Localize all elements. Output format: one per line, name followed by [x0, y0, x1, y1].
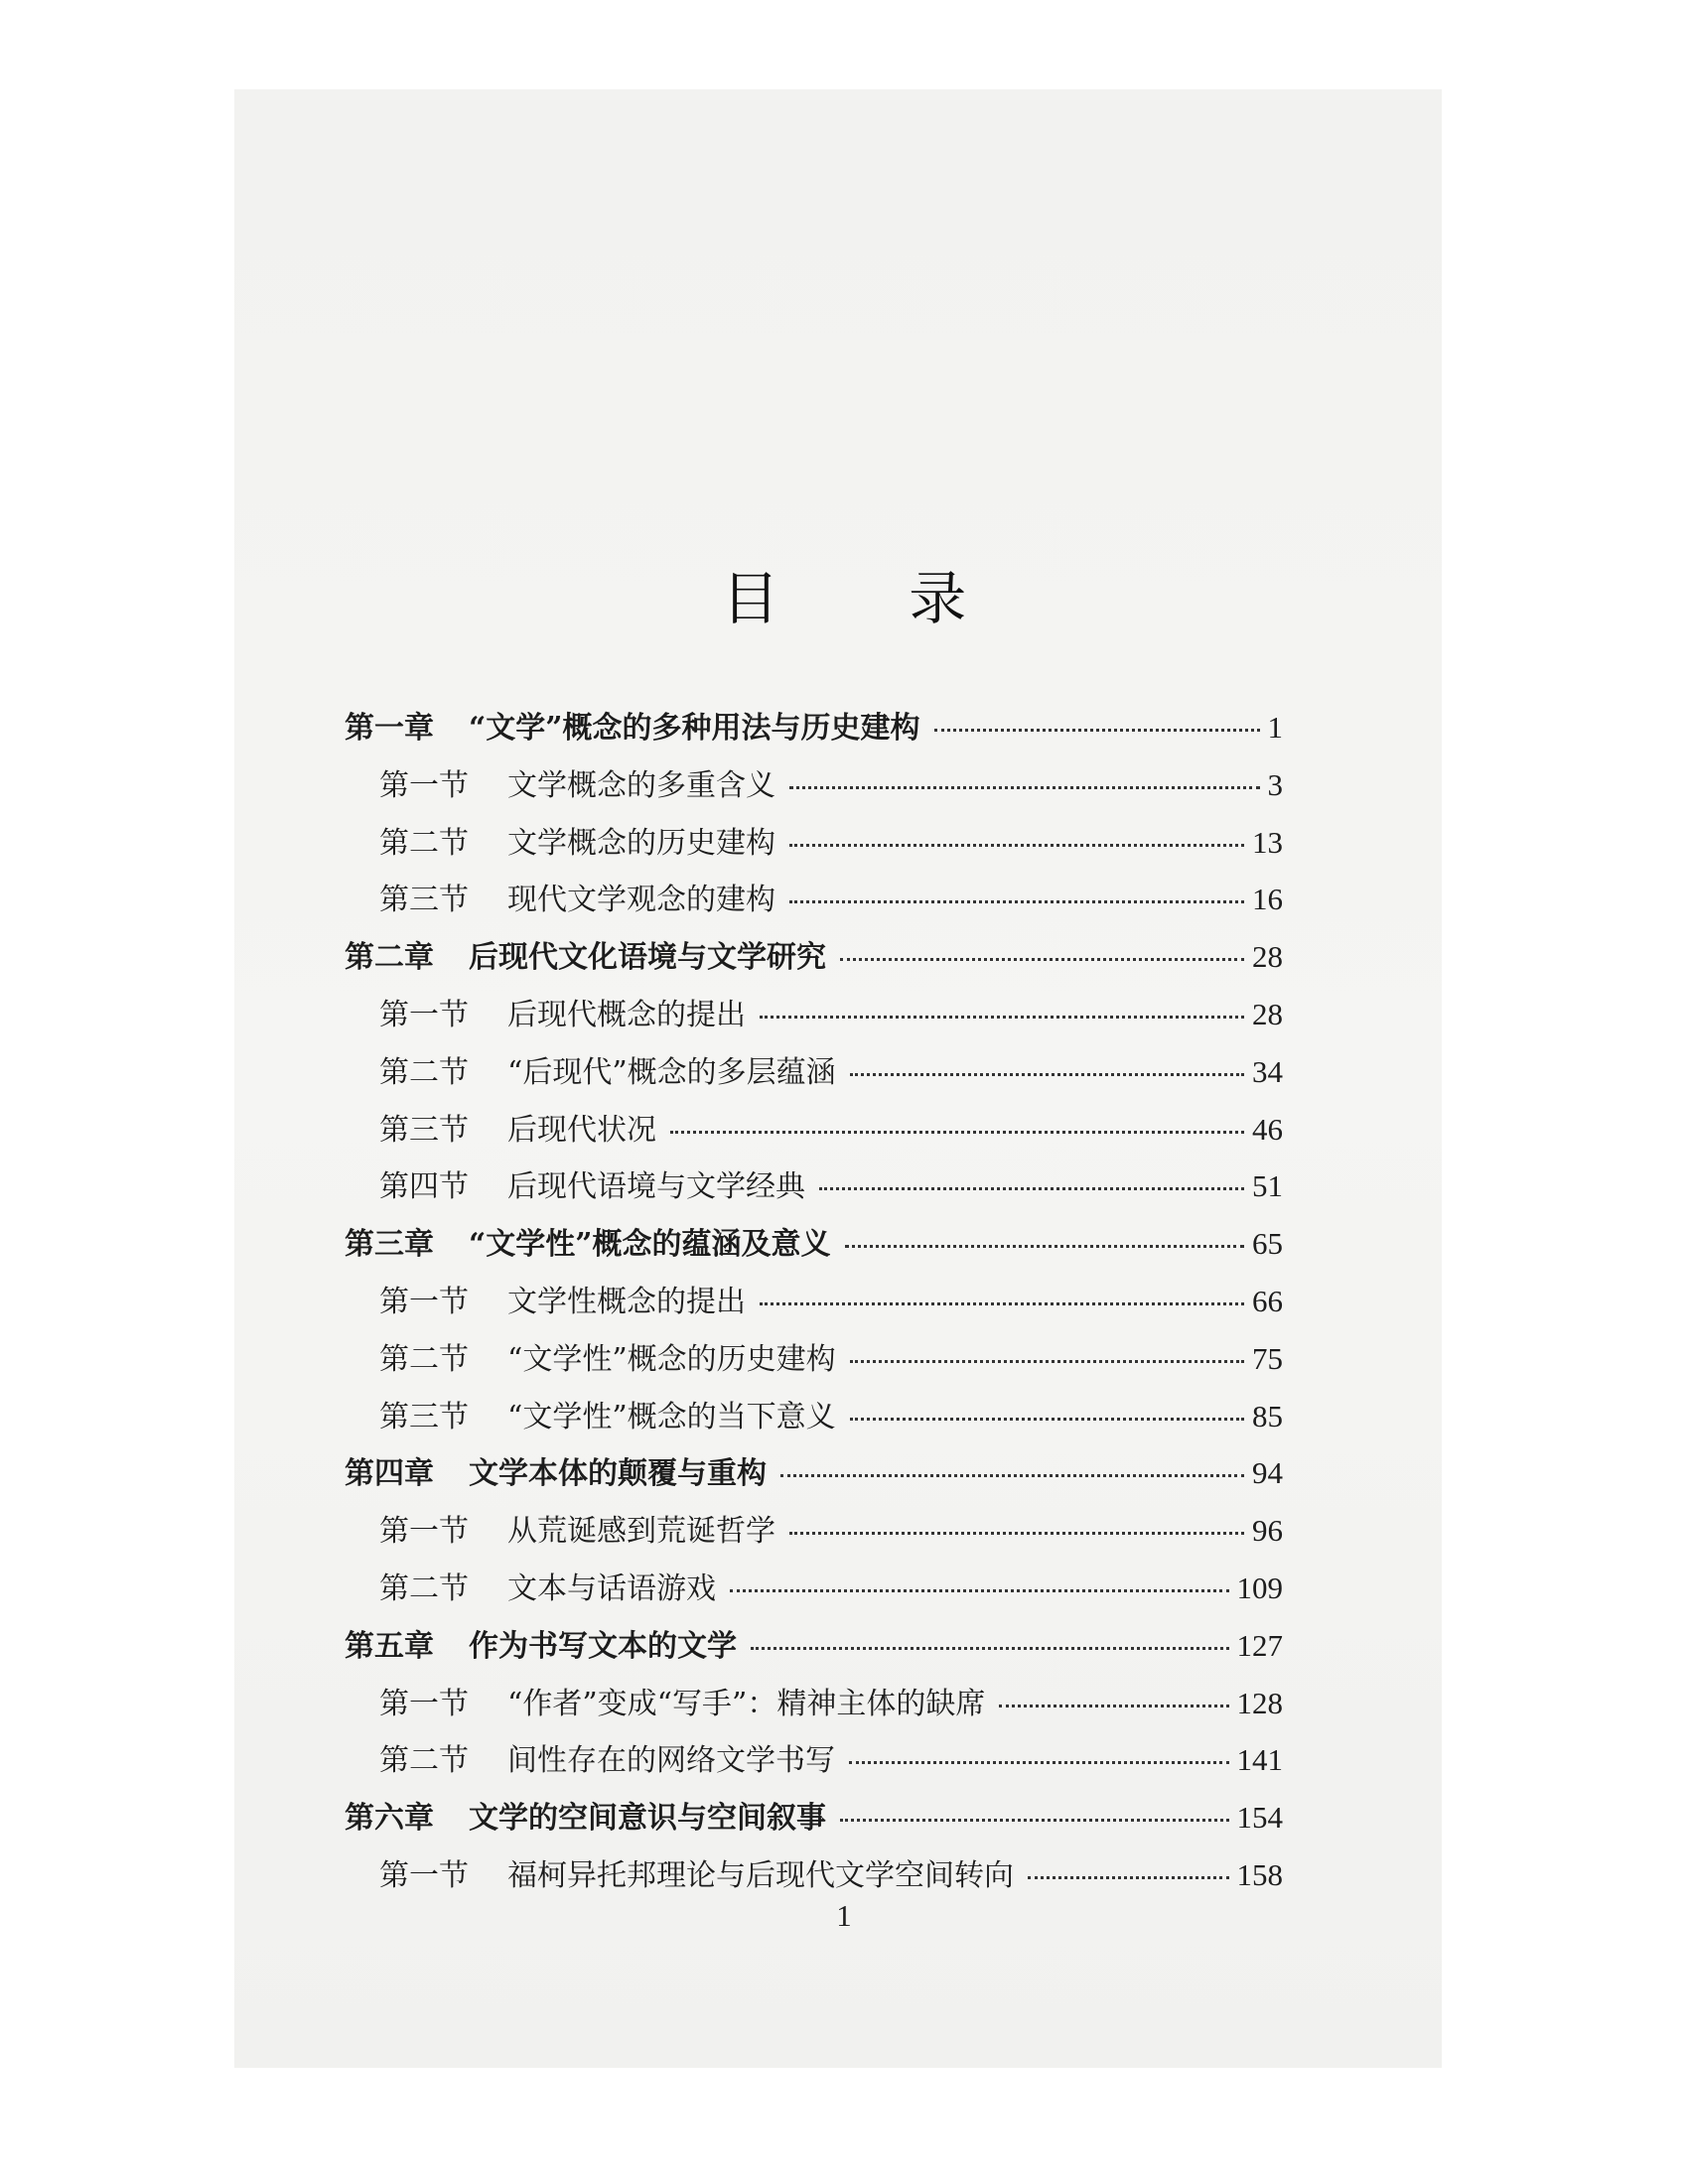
dot-leader	[789, 786, 1260, 789]
page-number: 1	[836, 1898, 852, 1933]
toc-entry-title: 现代文学观念的建构	[507, 883, 775, 918]
toc-entry-page: 28	[1252, 939, 1283, 975]
toc-entry-label: 第一节	[379, 1514, 469, 1550]
toc-entry-title: “作者”变成“写手”：精神主体的缺席	[507, 1686, 986, 1721]
dot-leader	[751, 1647, 1229, 1650]
toc-entry-title: 文本与话语游戏	[507, 1570, 716, 1606]
dot-leader	[760, 1302, 1244, 1305]
dot-leader	[789, 900, 1244, 903]
dot-leader	[850, 1360, 1244, 1363]
toc-entry-page: 94	[1252, 1455, 1283, 1491]
toc-entry-page: 141	[1236, 1742, 1283, 1778]
toc-entry-title: 福柯异托邦理论与后现代文学空间转向	[507, 1857, 1014, 1893]
toc-entry-page: 96	[1252, 1513, 1283, 1549]
toc-entry-label: 第二节	[379, 1743, 469, 1779]
toc-entry-page: 16	[1252, 882, 1283, 917]
toc-chapter-entry[interactable]	[345, 932, 1283, 990]
toc-section-entry[interactable]	[345, 1105, 1283, 1162]
dot-leader	[850, 1073, 1244, 1076]
toc-entry-page: 128	[1236, 1685, 1283, 1720]
dot-leader	[819, 1187, 1244, 1190]
toc-chapter-entry[interactable]	[345, 1621, 1283, 1679]
toc-entry-page: 13	[1252, 824, 1283, 860]
toc-entry-label: 第四节	[379, 1169, 469, 1205]
toc-section-entry[interactable]	[345, 990, 1283, 1047]
toc-entry-title: 后现代概念的提出	[507, 997, 746, 1032]
dot-leader	[840, 958, 1244, 961]
toc-entry-page: 154	[1236, 1800, 1283, 1836]
toc-entry-label: 第二节	[379, 1570, 469, 1606]
toc-entry-page: 34	[1252, 1053, 1283, 1089]
toc-entry-page: 75	[1252, 1340, 1283, 1376]
table-of-contents	[345, 703, 1283, 1908]
toc-entry-label: 第一节	[379, 997, 469, 1032]
toc-entry-page: 66	[1252, 1283, 1283, 1318]
toc-section-entry[interactable]	[345, 875, 1283, 932]
dot-leader	[845, 1245, 1244, 1248]
toc-chapter-entry[interactable]	[345, 1219, 1283, 1277]
toc-section-entry[interactable]	[345, 1564, 1283, 1621]
toc-entry-label: 第一节	[379, 1284, 469, 1319]
toc-entry-label: 第三章	[345, 1227, 434, 1263]
toc-entry-page: 1	[1267, 710, 1283, 745]
page-title: 目 录	[721, 565, 1023, 632]
toc-entry-title: 从荒诞感到荒诞哲学	[507, 1514, 775, 1550]
toc-section-entry[interactable]	[345, 1334, 1283, 1392]
dot-leader	[1028, 1876, 1229, 1879]
toc-entry-label: 第一节	[379, 1857, 469, 1893]
toc-entry-page: 127	[1236, 1627, 1283, 1663]
toc-entry-title: “文学性”概念的蕴涵及意义	[469, 1227, 831, 1263]
toc-entry-title: 间性存在的网络文学书写	[507, 1743, 835, 1779]
dot-leader	[789, 844, 1244, 847]
toc-section-entry[interactable]	[345, 1679, 1283, 1736]
toc-entry-title: 文学性概念的提出	[507, 1284, 746, 1319]
toc-entry-label: 第五章	[345, 1628, 434, 1664]
toc-chapter-entry[interactable]	[345, 703, 1283, 760]
toc-entry-label: 第二节	[379, 1054, 469, 1090]
toc-entry-title: “文学性”概念的历史建构	[507, 1341, 836, 1377]
toc-entry-title: 文学概念的历史建构	[507, 825, 775, 861]
toc-chapter-entry[interactable]	[345, 1448, 1283, 1506]
toc-section-entry[interactable]	[345, 1161, 1283, 1219]
toc-entry-title: 作为书写文本的文学	[469, 1628, 737, 1664]
toc-entry-label: 第二章	[345, 940, 434, 976]
toc-entry-page: 46	[1252, 1111, 1283, 1147]
toc-entry-label: 第三节	[379, 1399, 469, 1434]
toc-entry-title: “文学性”概念的当下意义	[507, 1399, 836, 1434]
toc-section-entry[interactable]	[345, 1506, 1283, 1564]
dot-leader	[840, 1819, 1229, 1822]
toc-entry-title: 后现代文化语境与文学研究	[469, 940, 826, 976]
toc-entry-title: 文学的空间意识与空间叙事	[469, 1801, 826, 1837]
toc-section-entry[interactable]	[345, 760, 1283, 818]
toc-entry-label: 第一章	[345, 711, 434, 746]
dot-leader	[780, 1474, 1244, 1477]
dot-leader	[789, 1532, 1244, 1535]
toc-entry-page: 158	[1236, 1856, 1283, 1892]
dot-leader	[760, 1016, 1244, 1019]
toc-section-entry[interactable]	[345, 818, 1283, 876]
toc-entry-title: 文学概念的多重含义	[507, 767, 775, 803]
toc-entry-label: 第三节	[379, 883, 469, 918]
toc-entry-label: 第四章	[345, 1456, 434, 1492]
dot-leader	[934, 729, 1260, 732]
toc-section-entry[interactable]	[345, 1735, 1283, 1793]
toc-entry-label: 第一节	[379, 767, 469, 803]
dot-leader	[730, 1589, 1229, 1592]
toc-entry-label: 第二节	[379, 825, 469, 861]
toc-entry-label: 第六章	[345, 1801, 434, 1837]
toc-section-entry[interactable]	[345, 1047, 1283, 1105]
toc-entry-page: 3	[1267, 766, 1283, 802]
dot-leader	[999, 1705, 1228, 1707]
toc-section-entry[interactable]	[345, 1277, 1283, 1334]
toc-entry-page: 65	[1252, 1226, 1283, 1262]
toc-entry-label: 第三节	[379, 1112, 469, 1148]
toc-entry-title: 后现代状况	[507, 1112, 656, 1148]
dot-leader	[850, 1418, 1244, 1421]
toc-entry-page: 109	[1236, 1570, 1283, 1605]
toc-chapter-entry[interactable]	[345, 1793, 1283, 1850]
dot-leader	[849, 1761, 1229, 1764]
toc-entry-label: 第一节	[379, 1686, 469, 1721]
toc-entry-page: 51	[1252, 1168, 1283, 1204]
toc-entry-title: 文学本体的颠覆与重构	[469, 1456, 767, 1492]
toc-entry-title: “后现代”概念的多层蕴涵	[507, 1054, 836, 1090]
toc-entry-page: 85	[1252, 1398, 1283, 1433]
dot-leader	[670, 1131, 1244, 1134]
toc-entry-label: 第二节	[379, 1341, 469, 1377]
toc-entry-title: “文学”概念的多种用法与历史建构	[469, 711, 920, 746]
toc-entry-page: 28	[1252, 996, 1283, 1031]
toc-entry-title: 后现代语境与文学经典	[507, 1169, 805, 1205]
toc-section-entry[interactable]	[345, 1392, 1283, 1449]
